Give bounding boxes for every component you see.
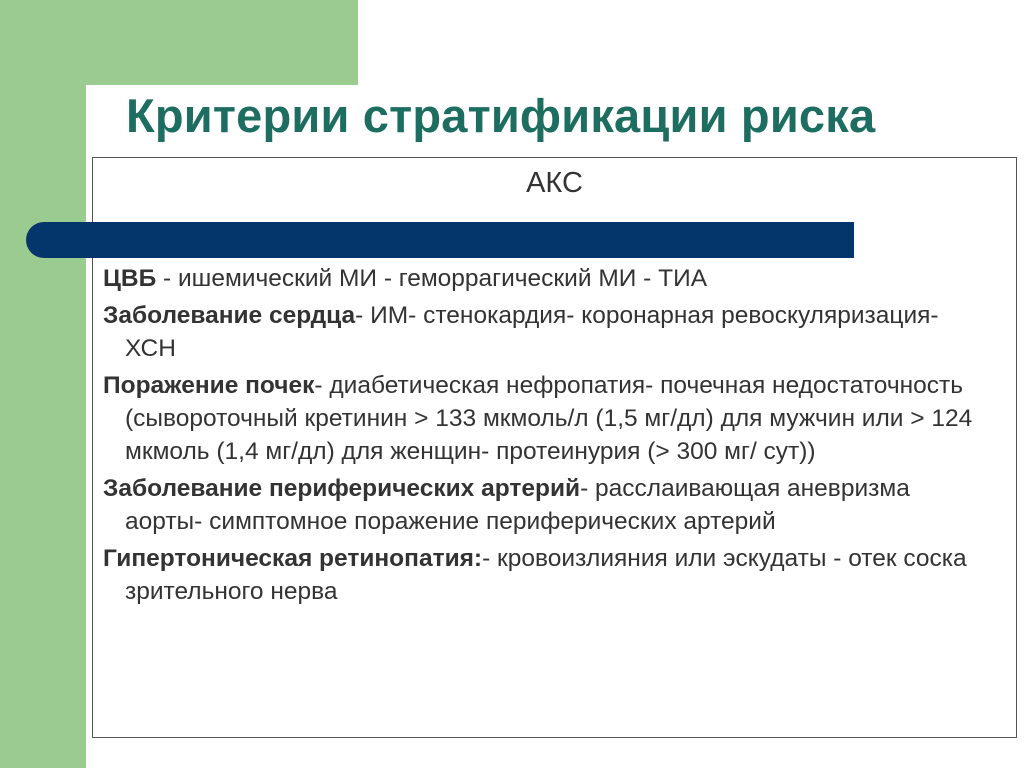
criteria-term: Гипертоническая ретинопатия:	[103, 545, 483, 572]
criteria-text: - диабетическая нефропатия- почечная недостаточность (сывороточный кретинин > 133 мкмоль/л (1,5 мг/дл) для мужчин или > 124 мкмоль (1,4 мг/дл) для женщин- протеинурия (> 300 мг/ сут))	[125, 372, 973, 465]
criteria-text: - ишемический МИ - геморрагический МИ - ТИА	[156, 265, 708, 292]
criteria-term: Заболевание периферических артерий	[103, 475, 581, 502]
criteria-item-peripheral	[103, 472, 983, 538]
criteria-term: Поражение почек	[103, 372, 315, 399]
criteria-term: Заболевание сердца	[103, 302, 356, 329]
criteria-item-retinopathy	[103, 542, 983, 608]
criteria-text: - кровоизлияния или эскудаты - отек соска зрительного нерва	[125, 545, 967, 605]
criteria-item-kidney	[103, 369, 983, 468]
decor-navy-bar	[26, 222, 854, 258]
criteria-item-cvd	[103, 262, 983, 295]
criteria-item-heart	[103, 299, 983, 365]
criteria-text: - расслаивающая аневризма аорты- симптомное поражение периферических артерий	[125, 475, 910, 535]
slide-subtitle: АКС	[526, 167, 583, 199]
criteria-term: ЦВБ	[103, 265, 157, 292]
criteria-text: - ИМ- стенокардия- коронарная ревоскуляризация- ХСН	[125, 302, 939, 362]
slide-title: Критерии стратификации риска	[126, 89, 876, 142]
criteria-list	[103, 262, 983, 612]
decor-green-left	[0, 0, 86, 768]
